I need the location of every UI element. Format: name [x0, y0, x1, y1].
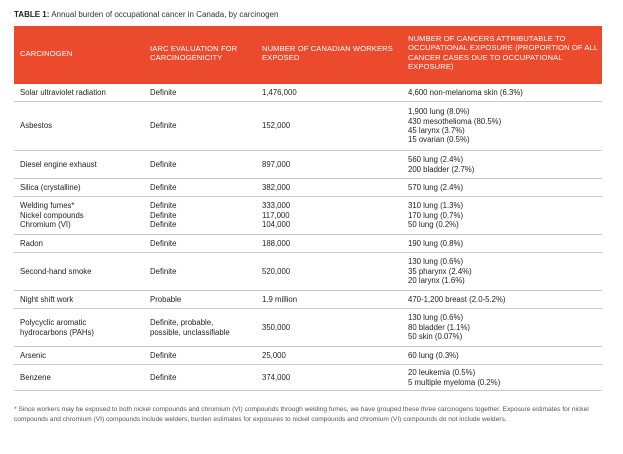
cell-line: 350,000: [262, 322, 291, 332]
header-iarc: IARC EVALUATION FOR CARCINOGENICITY: [150, 44, 238, 63]
cell-iarc: [150, 183, 260, 192]
table-caption: Annual burden of occupational cancer in Canada, by carcinogen: [51, 10, 279, 19]
cell-cancers: [408, 201, 602, 229]
cell-line: 5 multiple myeloma (0.2%): [408, 377, 501, 387]
cell-line: Benzene: [20, 372, 51, 382]
cell-line: 560 lung (2.4%): [408, 155, 464, 165]
cell-line: 1,476,000: [262, 87, 297, 97]
cell-workers: [262, 323, 394, 332]
table-title: [14, 10, 278, 19]
cell-line: 104,000: [262, 220, 291, 230]
cell-cancers: [408, 239, 602, 248]
cell-line: Probable: [150, 294, 182, 304]
cell-cancers: [408, 257, 602, 285]
cell-line: 430 mesothelioma (80.5%): [408, 116, 502, 126]
cell-carcinogen: [20, 295, 142, 304]
cell-workers: [262, 201, 394, 229]
cell-line: 152,000: [262, 121, 291, 131]
header-cancers: NUMBER OF CANCERS ATTRIBUTABLE TO OCCUPATIONAL EXPOSURE (PROPORTION OF ALL CANCER CASES DUE TO OCCUPATIONAL EXPOSURE): [408, 34, 598, 72]
cell-line: 35 pharynx (2.4%): [408, 266, 472, 276]
cell-cancers: [408, 313, 602, 341]
cell-line: 130 lung (0.6%): [408, 313, 464, 323]
cell-cancers: [408, 155, 602, 174]
cell-line: Welding fumes*: [20, 201, 75, 211]
table-row: [14, 347, 602, 365]
cell-carcinogen: [20, 318, 142, 337]
cell-line: Arsenic: [20, 350, 46, 360]
cell-line: Definite, probable,: [150, 318, 214, 328]
cell-iarc: [150, 267, 260, 276]
cell-iarc: [150, 351, 260, 360]
cell-carcinogen: [20, 351, 142, 360]
cell-iarc: [150, 88, 260, 97]
cell-line: 188,000: [262, 238, 291, 248]
cell-line: Definite: [150, 201, 177, 211]
cell-line: Chromium (VI): [20, 220, 71, 230]
table-header: [14, 26, 602, 84]
cell-line: possible, unclassifiable: [150, 327, 230, 337]
cell-iarc: [150, 239, 260, 248]
cell-line: Asbestos: [20, 121, 53, 131]
cell-line: Definite: [150, 159, 177, 169]
cell-line: Definite: [150, 182, 177, 192]
table-row: [14, 291, 602, 309]
cell-line: 310 lung (1.3%): [408, 201, 464, 211]
cell-line: Diesel engine exhaust: [20, 159, 97, 169]
cell-workers: [262, 295, 394, 304]
table-body: [14, 84, 602, 391]
cell-line: Silica (crystalline): [20, 182, 81, 192]
cell-line: 520,000: [262, 266, 291, 276]
cell-carcinogen: [20, 373, 142, 382]
cell-carcinogen: [20, 201, 142, 229]
cell-line: Definite: [150, 121, 177, 131]
table-row: [14, 253, 602, 291]
cell-workers: [262, 267, 394, 276]
cell-line: 20 larynx (1.6%): [408, 276, 465, 286]
cell-line: Radon: [20, 238, 43, 248]
cell-line: 470-1,200 breast (2.0-5.2%): [408, 294, 506, 304]
cell-line: 50 skin (0.07%): [408, 332, 463, 342]
cell-line: 20 leukemia (0.5%): [408, 368, 476, 378]
cell-line: Definite: [150, 238, 177, 248]
cell-iarc: [150, 160, 260, 169]
cell-workers: [262, 183, 394, 192]
cell-workers: [262, 239, 394, 248]
cell-line: hydrocarbons (PAHs): [20, 327, 94, 337]
cell-line: 25,000: [262, 350, 286, 360]
cell-carcinogen: [20, 267, 142, 276]
cell-line: 4,600 non-melanoma skin (6.3%): [408, 87, 523, 97]
cell-cancers: [408, 351, 602, 360]
cell-line: 1,900 lung (8.0%): [408, 107, 470, 117]
cell-line: Polycyclic aromatic: [20, 318, 87, 328]
footnote: * Since workers may be exposed to both nickel compounds and chromium (VI) compounds through welding fumes, we have grouped these three carcinogens together. Exposure estimates for nickel compounds and chromium (VI) compounds include welders, burden estimates for exposures to nickel compounds and chromium (VI) compounds do not include welders.: [14, 406, 589, 423]
table-row: [14, 365, 602, 391]
cell-line: 50 lung (0.2%): [408, 220, 459, 230]
cell-line: 60 lung (0.3%): [408, 350, 459, 360]
carcinogen-table: [14, 26, 602, 391]
cell-line: 1.9 million: [262, 294, 298, 304]
cell-carcinogen: [20, 183, 142, 192]
cell-iarc: [150, 201, 260, 229]
table-number: TABLE 1:: [14, 10, 50, 19]
header-carcinogen: CARCINOGEN: [20, 49, 73, 58]
table-row: [14, 102, 602, 151]
cell-line: Definite: [150, 87, 177, 97]
table-row: [14, 151, 602, 179]
cell-line: 382,000: [262, 182, 291, 192]
table-row: [14, 179, 602, 197]
cell-workers: [262, 121, 394, 130]
cell-line: Definite: [150, 266, 177, 276]
cell-line: 200 bladder (2.7%): [408, 164, 475, 174]
cell-line: 45 larynx (3.7%): [408, 126, 465, 135]
cell-workers: [262, 88, 394, 97]
cell-line: 570 lung (2.4%): [408, 182, 464, 192]
cell-iarc: [150, 318, 260, 337]
cell-workers: [262, 373, 394, 382]
cell-line: 80 bladder (1.1%): [408, 322, 470, 332]
cell-line: Definite: [150, 220, 177, 230]
cell-line: Definite: [150, 210, 177, 220]
cell-carcinogen: [20, 121, 142, 130]
cell-cancers: [408, 88, 602, 97]
cell-line: 170 lung (0.7%): [408, 210, 464, 220]
cell-cancers: [408, 183, 602, 192]
table-row: [14, 309, 602, 347]
header-workers: NUMBER OF CANADIAN WORKERS EXPOSED: [262, 44, 393, 63]
cell-line: 897,000: [262, 159, 291, 169]
table-row: [14, 235, 602, 253]
cell-line: 333,000: [262, 201, 291, 211]
cell-carcinogen: [20, 160, 142, 169]
cell-line: Nickel compounds: [20, 210, 84, 220]
table-row: [14, 197, 602, 235]
cell-iarc: [150, 121, 260, 130]
cell-line: Solar ultraviolet radiation: [20, 87, 106, 97]
cell-cancers: [408, 368, 602, 387]
cell-line: Definite: [150, 350, 177, 360]
cell-line: Second-hand smoke: [20, 266, 92, 276]
cell-carcinogen: [20, 88, 142, 97]
cell-workers: [262, 351, 394, 360]
cell-line: 374,000: [262, 372, 291, 382]
cell-line: 190 lung (0.8%): [408, 238, 464, 248]
cell-iarc: [150, 373, 260, 382]
cell-carcinogen: [20, 239, 142, 248]
cell-iarc: [150, 295, 260, 304]
cell-cancers: [408, 107, 602, 145]
cell-line: 130 lung (0.6%): [408, 257, 464, 267]
table-row: [14, 84, 602, 102]
cell-cancers: [408, 295, 602, 304]
cell-workers: [262, 160, 394, 169]
cell-line: Night shift work: [20, 294, 74, 304]
cell-line: Definite: [150, 372, 177, 382]
cell-line: 117,000: [262, 210, 290, 220]
cell-line: 15 ovarian (0.5%): [408, 135, 470, 145]
